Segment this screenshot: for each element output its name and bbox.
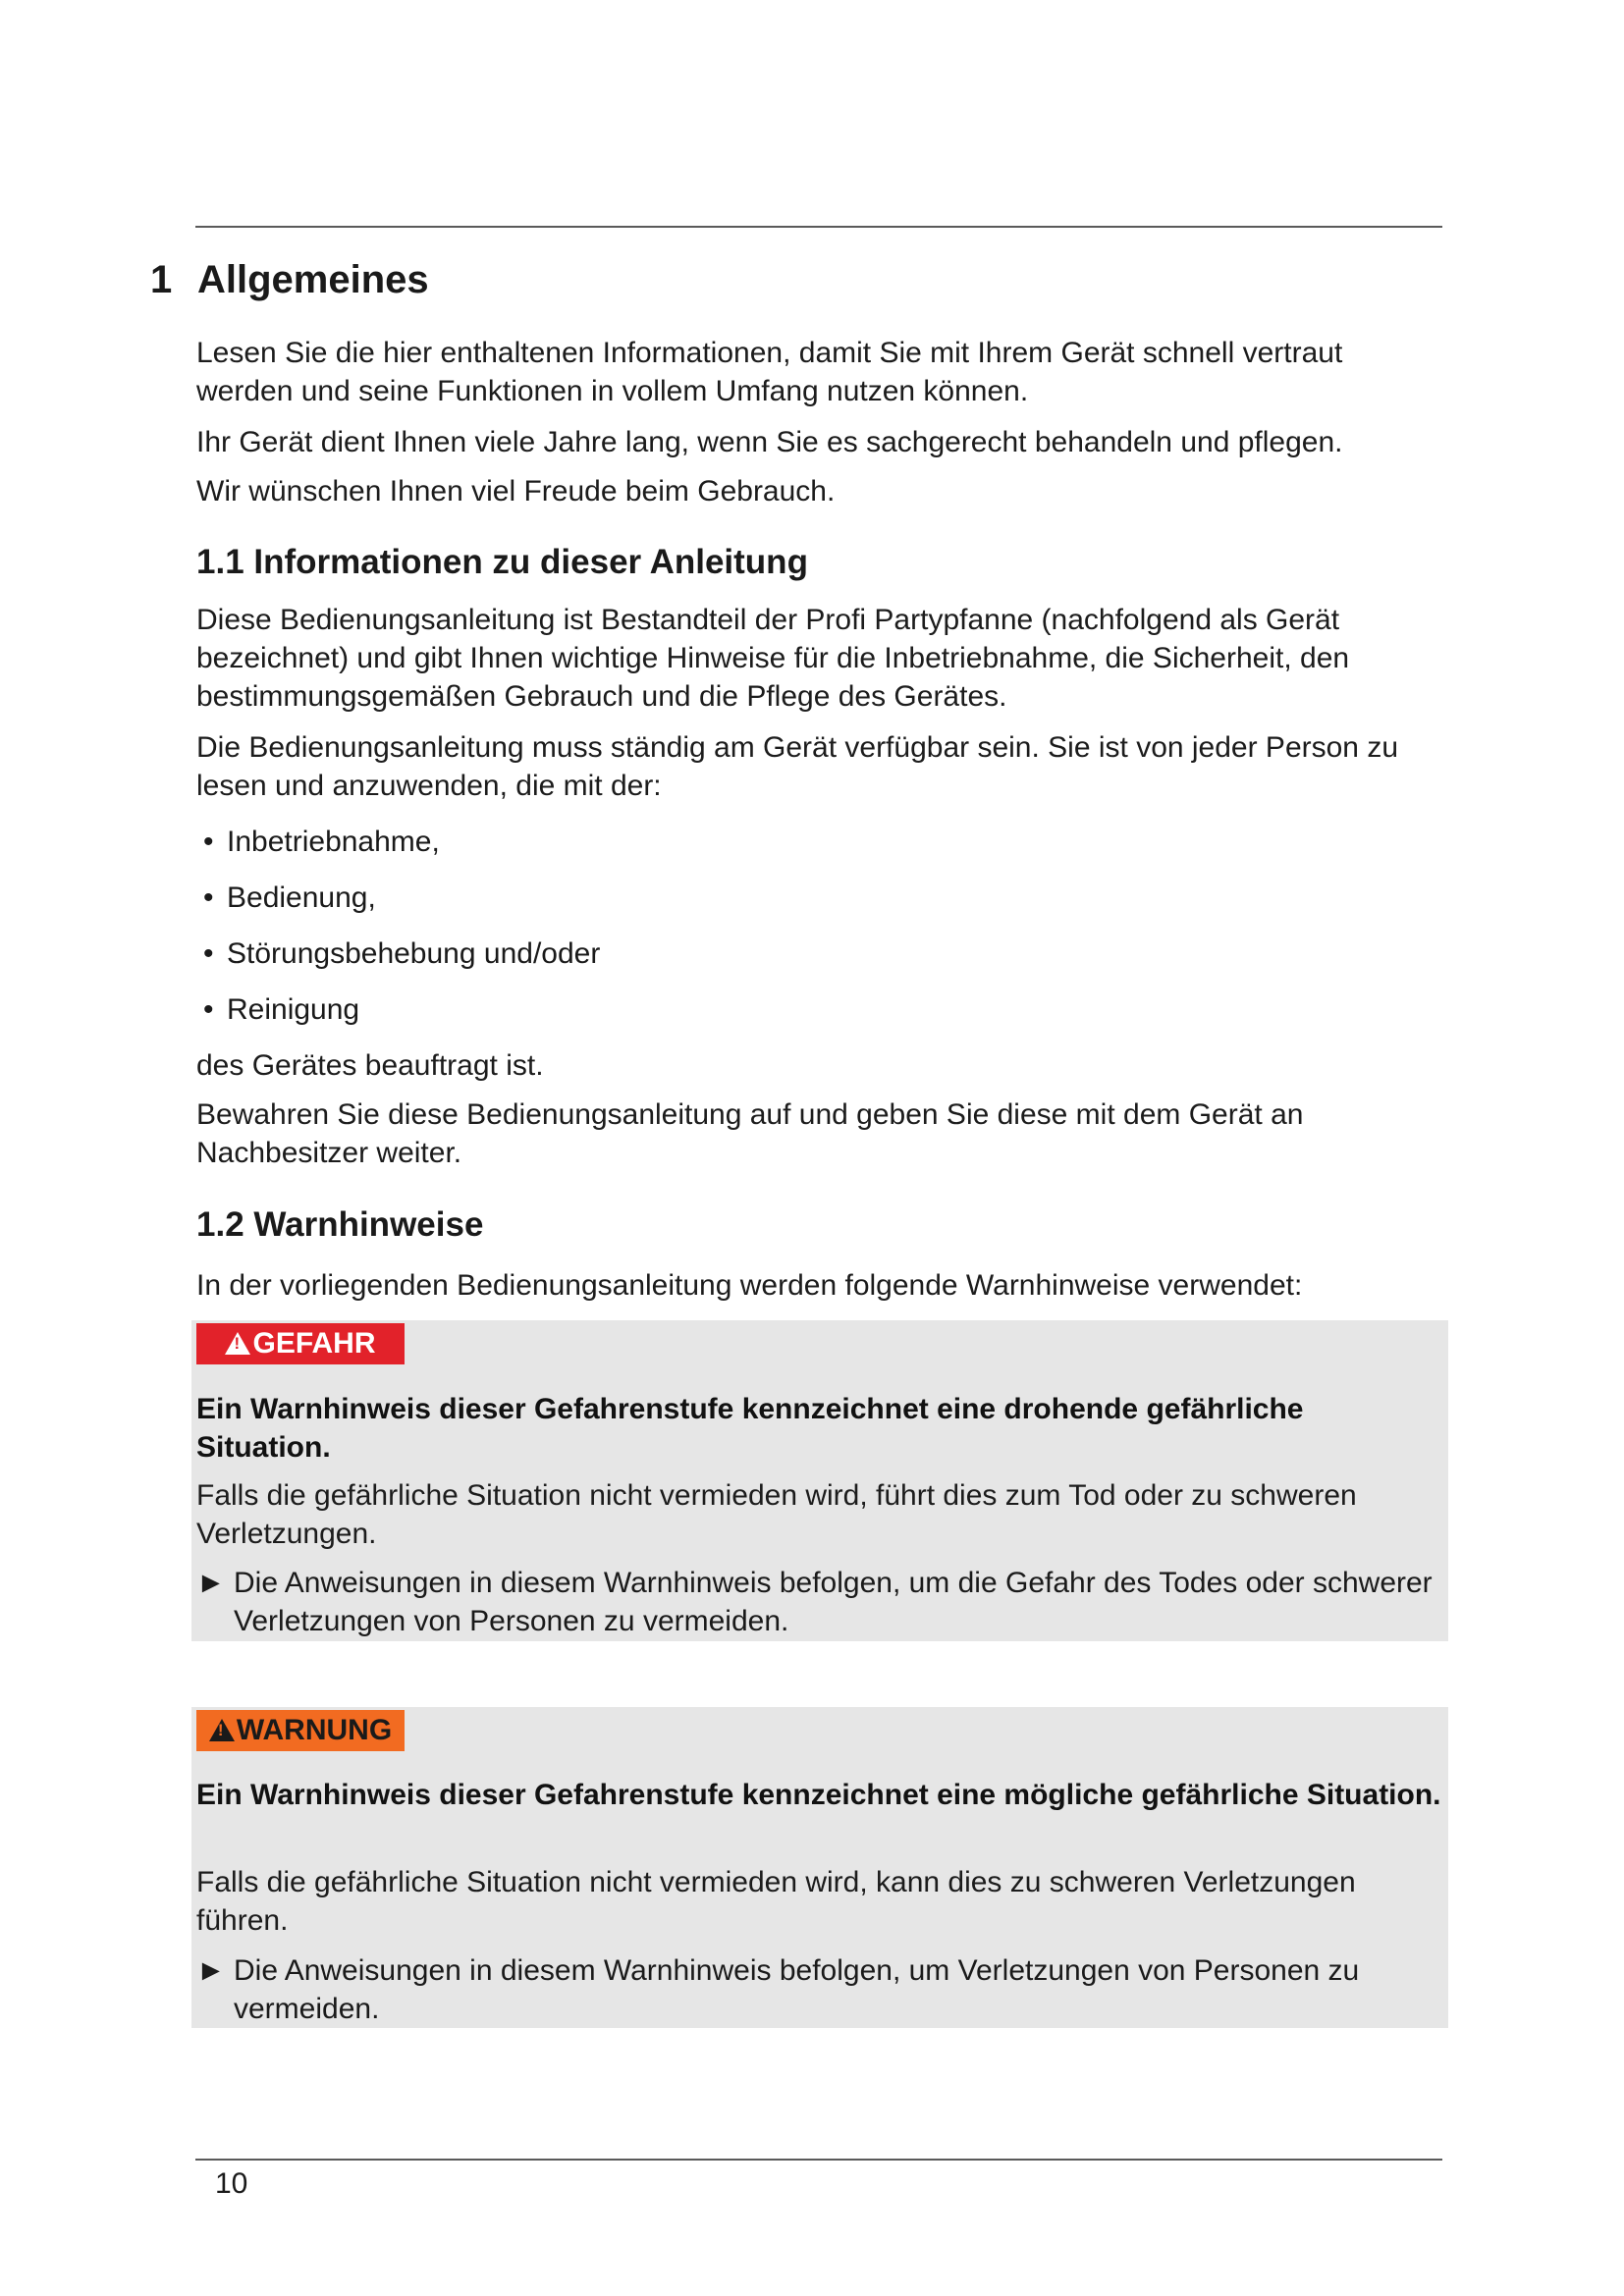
chapter-title: Allgemeines <box>197 258 429 301</box>
bullet-dot: • <box>203 993 214 1026</box>
section-1-1-after-list: des Gerätes beauftragt ist. <box>196 1049 544 1082</box>
section-heading-1-1: 1.1 Informationen zu dieser Anleitung <box>196 543 808 581</box>
section-heading-1-2: 1.2 Warnhinweise <box>196 1205 484 1244</box>
warning-heading: Ein Warnhinweis dieser Gefahrenstufe kennzeichnet eine mögliche gefährliche Situation. <box>196 1779 1441 1811</box>
warning-text: Falls die gefährliche Situation nicht vermieden wird, kann dies zu schweren Verletzungen führen. <box>196 1866 1356 1937</box>
danger-heading: Ein Warnhinweis dieser Gefahrenstufe kennzeichnet eine drohende gefährliche Situation. <box>196 1393 1304 1464</box>
warning-triangle-icon <box>209 1719 235 1741</box>
intro-paragraph-1: Lesen Sie die hier enthaltenen Informationen, damit Sie mit Ihrem Gerät schnell vertraut werden und seine Funktionen in vollem Umfang nutzen können. <box>196 337 1343 407</box>
danger-text: Falls die gefährliche Situation nicht vermieden wird, führt dies zum Tod oder zu schweren Verletzungen. <box>196 1479 1357 1550</box>
chapter-heading <box>150 253 429 306</box>
page-number: 10 <box>215 2167 248 2200</box>
list-item: • Reinigung <box>203 990 359 1029</box>
warning-badge: !WARNUNG <box>196 1710 405 1751</box>
arrow-right-icon: ► <box>196 1567 226 1599</box>
danger-instruction: ► Die Anweisungen in diesem Warnhinweis befolgen, um die Gefahr des Todes oder schwerer Verletzungen von Personen zu vermeiden. <box>196 1564 1443 1640</box>
bullet-dot: • <box>203 937 214 970</box>
chapter-number: 1 <box>150 258 173 301</box>
intro-paragraph-3: Wir wünschen Ihnen viel Freude beim Gebrauch. <box>196 475 836 507</box>
danger-badge: !GEFAHR <box>196 1323 405 1364</box>
header-rule <box>195 226 1442 228</box>
section-1-1-paragraph-2: Die Bedienungsanleitung muss ständig am Gerät verfügbar sein. Sie ist von jeder Person zu lesen und anzuwenden, die mit der: <box>196 731 1399 802</box>
section-1-2-intro: In der vorliegenden Bedienungsanleitung werden folgende Warnhinweise verwendet: <box>196 1269 1303 1302</box>
section-1-1-closing: Bewahren Sie diese Bedienungsanleitung auf und geben Sie diese mit dem Gerät an Nachbesitzer weiter. <box>196 1098 1304 1169</box>
list-item: • Bedienung, <box>203 879 376 917</box>
bullet-dot: • <box>203 881 214 914</box>
footer-rule <box>195 2159 1442 2161</box>
warning-triangle-icon <box>225 1332 250 1355</box>
section-1-1-paragraph-1: Diese Bedienungsanleitung ist Bestandteil der Profi Partypfanne (nachfolgend als Gerät bezeichnet) und gibt Ihnen wichtige Hinweise für die Inbetriebnahme, die Sicherheit, den bestimmungsgemäßen Gebrauch und die Pflege des Gerätes. <box>196 604 1350 713</box>
warning-instruction: ► Die Anweisungen in diesem Warnhinweis befolgen, um Verletzungen von Personen zu vermeiden. <box>196 1951 1443 2028</box>
arrow-right-icon: ► <box>196 1954 226 1987</box>
bullet-dot: • <box>203 826 214 858</box>
list-item: • Inbetriebnahme, <box>203 823 440 861</box>
intro-paragraph-2: Ihr Gerät dient Ihnen viele Jahre lang, wenn Sie es sachgerecht behandeln und pflegen. <box>196 426 1343 458</box>
list-item: • Störungsbehebung und/oder <box>203 934 600 973</box>
